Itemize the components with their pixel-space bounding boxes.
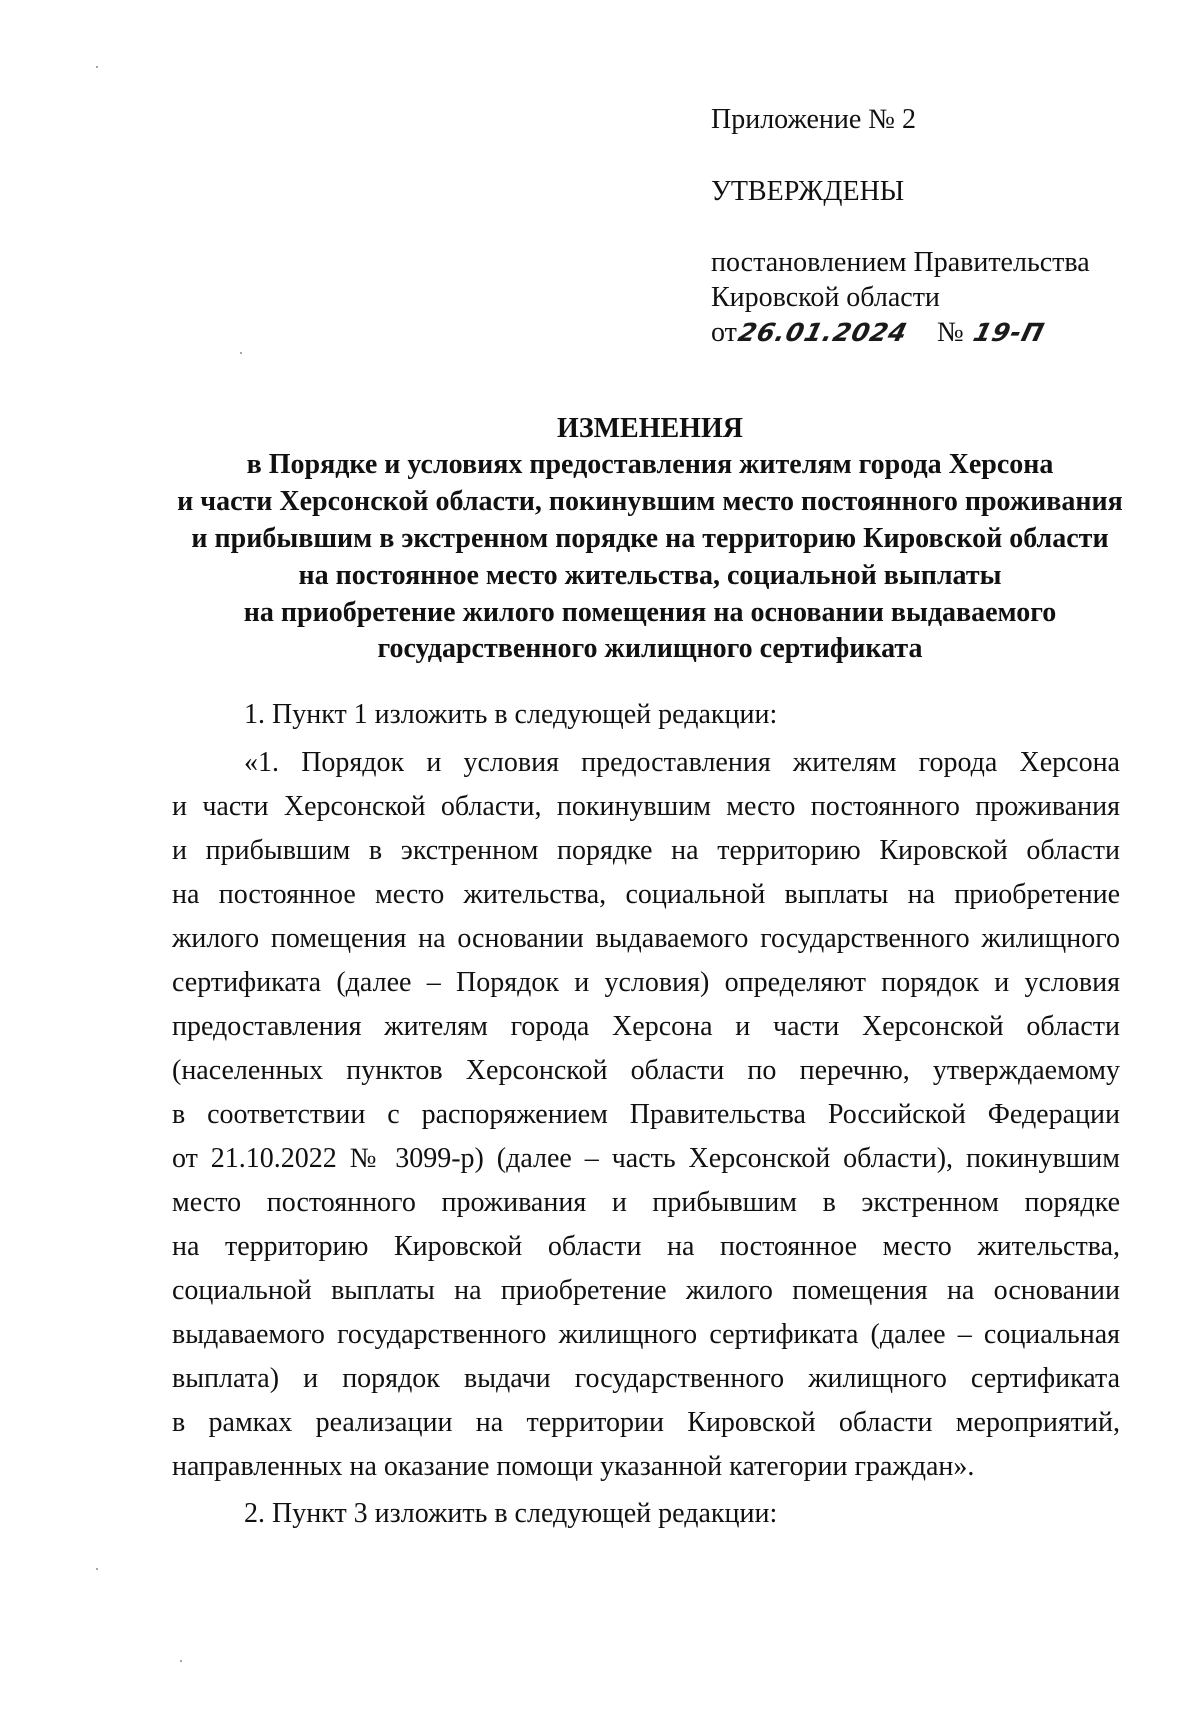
body-line: на территорию Кировской области на постоянное место жительства, bbox=[172, 1231, 1120, 1262]
scan-speck bbox=[240, 352, 242, 354]
title-line: и части Херсонской области, покинувшим место постоянного проживания bbox=[177, 486, 1123, 517]
number-prefix: № bbox=[937, 317, 964, 348]
appendix-number: Приложение № 2 bbox=[711, 104, 916, 135]
approved-label: УТВЕРЖДЕНЫ bbox=[711, 176, 905, 207]
from-prefix: от bbox=[711, 317, 737, 348]
decree-line-2: Кировской области bbox=[711, 282, 940, 313]
body-line: в соответствии с распоряжением Правительства Российской Федерации bbox=[172, 1099, 1120, 1130]
scan-speck bbox=[180, 1660, 182, 1662]
body-line: от 21.10.2022 № 3099-р) (далее – часть Херсонской области), покинувшим bbox=[172, 1143, 1120, 1174]
decree-line-1: постановлением Правительства bbox=[711, 247, 1090, 278]
decree-date-number-line bbox=[711, 316, 1048, 349]
title-line: на приобретение жилого помещения на основании выдаваемого bbox=[243, 597, 1057, 628]
body-line: выдаваемого государственного жилищного сертификата (далее – социальная bbox=[172, 1319, 1120, 1350]
body-line: выплата) и порядок выдачи государственного жилищного сертификата bbox=[172, 1363, 1120, 1394]
body-line: и части Херсонской области, покинувшим место постоянного проживания bbox=[172, 791, 1120, 822]
title-line: государственного жилищного сертификата bbox=[377, 633, 923, 664]
body-line: на постоянное место жительства, социальной выплаты на приобретение bbox=[172, 879, 1120, 910]
body-line: социальной выплаты на приобретение жилого помещения на основании bbox=[172, 1275, 1120, 1306]
scan-speck bbox=[96, 1568, 98, 1570]
title-line: на постоянное место жительства, социальной выплаты bbox=[298, 560, 1002, 591]
body-line: место постоянного проживания и прибывшим в экстренном порядке bbox=[172, 1187, 1120, 1218]
body-line: направленных на оказание помощи указанной категории граждан». bbox=[172, 1451, 975, 1482]
body-line: «1. Порядок и условия предоставления жителям города Херсона bbox=[244, 747, 1120, 778]
body-line: в рамках реализации на территории Кировской области мероприятий, bbox=[172, 1407, 1120, 1438]
scan-speck bbox=[96, 66, 98, 68]
item-2-heading: 2. Пункт 3 изложить в следующей редакции: bbox=[244, 1498, 778, 1529]
title-main: ИЗМЕНЕНИЯ bbox=[557, 413, 743, 444]
handwritten-number: 19-П bbox=[970, 318, 1048, 347]
title-line: в Порядке и условиях предоставления жителям города Херсона bbox=[246, 449, 1054, 480]
body-line: (населенных пунктов Херсонской области по перечню, утверждаемому bbox=[172, 1055, 1120, 1086]
body-line: жилого помещения на основании выдаваемого государственного жилищного bbox=[172, 923, 1120, 954]
item-1-heading: 1. Пункт 1 изложить в следующей редакции: bbox=[244, 699, 778, 730]
body-line: предоставления жителям города Херсона и части Херсонской области bbox=[172, 1011, 1120, 1042]
body-line: сертификата (далее – Порядок и условия) определяют порядок и условия bbox=[172, 967, 1120, 998]
title-line: и прибывшим в экстренном порядке на территорию Кировской области bbox=[191, 523, 1109, 554]
body-line: и прибывшим в экстренном порядке на территорию Кировской области bbox=[172, 835, 1120, 866]
handwritten-date: 26.01.2024 bbox=[735, 318, 911, 347]
